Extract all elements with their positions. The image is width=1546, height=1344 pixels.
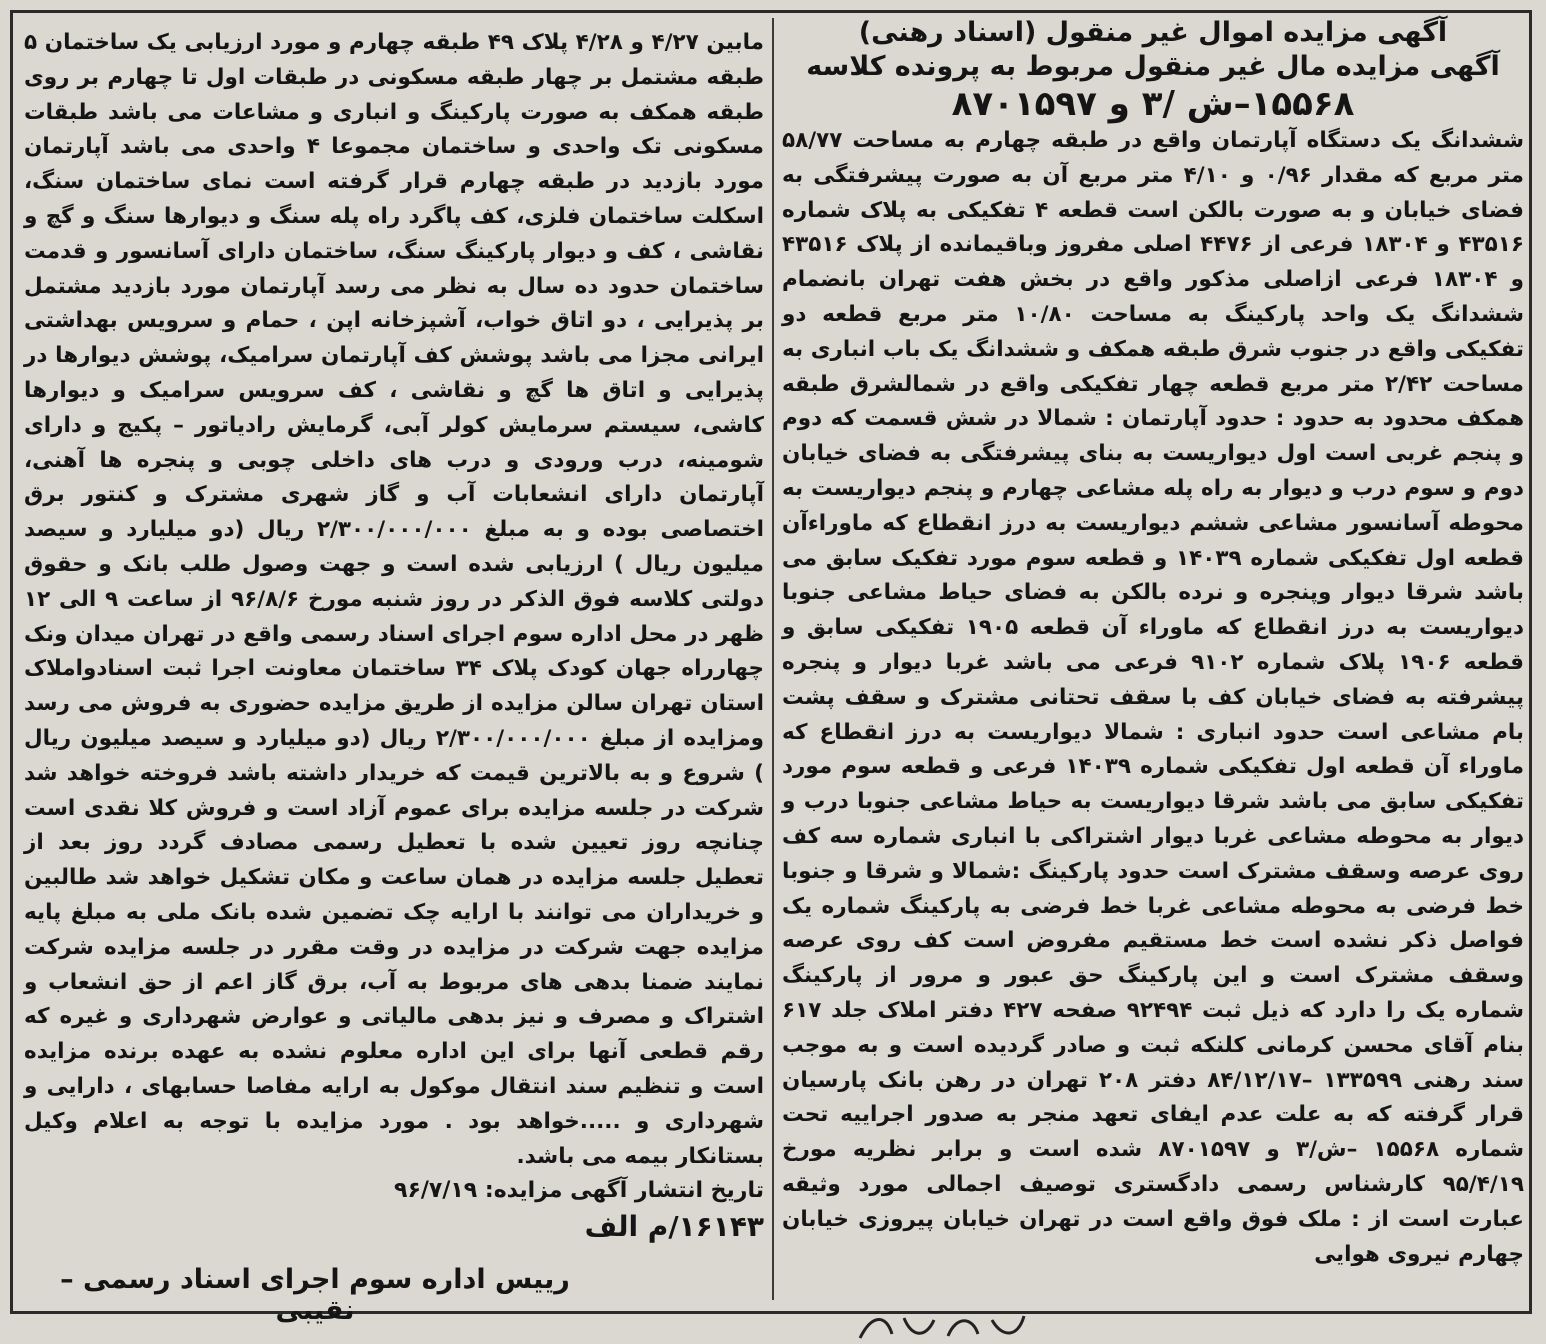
auction-terms-text: مابین ۴/۲۷ و ۴/۲۸ پلاک ۴۹ طبقه چهارم و مورد ارزیابی یک ساختمان ۵ طبقه مشتمل بر چهار طبقه مسکونی در طبقات اول تا چهارم بر روی طبقه همکف به صورت پارکینگ و انباری و مشاعات می باشد طبقات مسکونی تک واحدی و ساختمان مجموعا ۴ واحدی می باشد آپارتمان مورد بازدید در طبقه چهارم قرار گرفته است نمای ساختمان سنگ، اسکلت ساختمان فلزی، کف پاگرد راه پله سنگ و دیوارها سنگ و گچ و نقاشی ، کف و دیوار پارکینگ سنگ، ساختمان دارای آسانسور و قدمت ساختمان حدود ده سال به نظر می رسد آپارتمان مورد بازدید مشتمل بر پذیرایی ، دو اتاق خواب، آشپزخانه اپن ، حمام و سرویس بهداشتی ایرانی مجزا می باشد پوشش کف آپارتمان سرامیک، پوشش دیوارها در پذیرایی و اتاق ها گچ و نقاشی ، کف سرویس سرامیک و دیوارها کاشی، سیستم سرمایش کولر آبی، گرمایش رادیاتور – پکیج و دارای شومینه، درب ورودی و درب های داخلی چوبی و پنجره ها آهنی، آپارتمان دارای انشعابات آب و گاز شهری مشترک و کنتور برق اختصاصی بوده و به مبلغ ۲/۳۰۰/۰۰۰/۰۰۰ ریال (دو میلیارد و سیصد میلیون ریال ) ارزیابی شده است و جهت وصول طلب بانک و حقوق دولتی کلاسه فوق الذکر در روز شنبه مورخ ۹۶/۸/۶ از ساعت ۹ الی ۱۲ ظهر در محل اداره سوم اجرای اسناد رسمی واقع در تهران میدان ونک چهارراه جهان کودک پلاک ۳۴ ساختمان معاونت اجرا ثبت اسنادواملاک استان تهران سالن مزایده از طریق مزایده حضوری به فروش می رسد ومزایده از مبلغ ۲/۳۰۰/۰۰۰/۰۰۰ ریال (دو میلیارد و سیصد میلیون ریال ) شروع و به بالاترین قیمت که خریدار داشته باشد فروخته خواهد شد شرکت در جلسه مزایده برای عموم آزاد است و فروش کلا نقدی است چنانچه روز تعیین شده با تعطیل رسمی مصادف گردد روز بعد از تعطیل جلسه مزایده در همان ساعت و مکان تشکیل خواهد شد طالبین و خریداران می توانند با ارایه چک تضمین شده بانک ملی به مبلغ پایه مزایده جهت شرکت در مزایده در وقت مقرر در جلسه مزایده شرکت نمایند ضمنا بدهی های مربوط به آب، برق گاز اعم از حق انشعاب و اشتراک و مصرف و نیز بدهی مالیاتی و عوارض شهرداری و غیره که رقم قطعی آنها برای این اداره معلوم نشده به عهده برنده مزایده است و تنظیم سند انتقال موکول به ارایه مفاصا حسابهای ، دارایی و شهرداری و .....خواهد بود . مورد مزایده با توجه به اعلام وکیل بستانکار بیمه می باشد. bbox=[24, 30, 764, 1169]
notice-title-1: آگهی مزایده اموال غیر منقول (اسناد رهنی) bbox=[858, 17, 1448, 48]
publish-date: تاریخ انتشار آگهی مزایده: ۹۶/۷/۱۹ bbox=[394, 1178, 764, 1204]
right-column bbox=[782, 16, 1524, 1272]
signature-line: رییس اداره سوم اجرای اسناد رسمی – نقیبی bbox=[60, 1264, 570, 1326]
column-divider bbox=[772, 18, 774, 1300]
property-description-text: ششدانگ یک دستگاه آپارتمان واقع در طبقه چهارم به مساحت ۵۸/۷۷ متر مربع که مقدار ۰/۹۶ و ۴/۱۰ متر مربع آن به صورت پیشرفتگی به فضای خیابان و به صورت بالکن است قطعه ۴ تفکیکی به پلاک شماره ۴۳۵۱۶ و ۱۸۳۰۴ فرعی از ۴۴۷۶ اصلی مفروز وباقیمانده از پلاک ۴۳۵۱۶ و ۱۸۳۰۴ فرعی ازاصلی مذکور واقع در بخش هفت تهران بانضمام ششدانگ یک واحد پارکینگ به مساحت ۱۰/۸۰ متر مربع قطعه دو تفکیکی واقع در جنوب شرق طبقه همکف و ششدانگ یک باب انباری به مساحت ۲/۴۲ متر مربع قطعه چهار تفکیکی واقع در شمالشرق طبقه همکف محدود به حدود : حدود آپارتمان : شمالا در شش قسمت که دوم و پنجم غربی است اول دیواریست به بنای پیشرفتگی به فضای خیابان دوم و سوم درب و دیوار به راه پله مشاعی چهارم و پنجم دیواریست به محوطه آسانسور مشاعی ششم دیواریست به درز انقطاع که ماوراءآن قطعه اول تفکیکی شماره ۱۴۰۳۹ و قطعه سوم مورد تفکیک سابق می باشد شرقا دیوار وپنجره و نرده بالکن به فضای حیاط مشاعی جنوبا دیواریست به درز انقطاع که ماوراء آن قطعه ۱۹۰۵ تفکیکی سابق و قطعه ۱۹۰۶ پلاک شماره ۹۱۰۲ فرعی می باشد غربا دیوار و پنجره پیشرفته به فضای خیابان کف با سقف تحتانی مشترک و سقف پشت بام مشاعی است حدود انباری : شمالا دیواریست به درز انقطاع که ماوراء آن قطعه اول تفکیکی شماره ۱۴۰۳۹ فرعی و قطعه سوم مورد تفکیکی سابق می باشد شرقا دیواریست به حیاط مشاعی جنوبا درب و دیوار به محوطه مشاعی غربا دیوار اشتراکی با انباری شماره سه کف روی عرصه وسقف مشترک است حدود پارکینگ :شمالا و شرقا و جنوبا خط فرضی به محوطه مشاعی غربا خط فرضی به پارکینگ شماره یک فواصل ذکر نشده است خط مستقیم مفروض است کف روی عرصه وسقف مشترک است و این پارکینگ حق عبور و مرور از پارکینگ شماره یک را دارد که ذیل ثبت ۹۲۴۹۴ صفحه ۴۲۷ دفتر املاک جلد ۶۱۷ بنام آقای محسن کرمانی کلنکه ثبت و صادر گردیده است و به موجب سند رهنی ۱۳۳۵۹۹ –۸۴/۱۲/۱۷ دفتر ۲۰۸ تهران در رهن بانک پارسیان قرار گرفته که به علت عدم ایفای تعهد منجر به صدور اجراییه تحت شماره ۱۵۵۶۸ –ش/۳ و ۸۷۰۱۵۹۷ شده است و برابر نظریه مورخ ۹۵/۴/۱۹ کارشناس رسمی دادگستری توصیف اجمالی مورد وثیقه عبارت است از : ملک فوق واقع است در تهران خیابان پیروزی خیابان چهارم نیروی هوایی bbox=[782, 128, 1525, 1267]
notice-title-2: آگهی مزایده مال غیر منقول مربوط به پرونده کلاسه bbox=[806, 51, 1500, 82]
handwritten-mark-icon bbox=[852, 1308, 1032, 1344]
case-number-title: ۱۵۵۶۸–ش /۳ و ۸۷۰۱۵۹۷ bbox=[951, 84, 1355, 124]
reference-number: ۱۶۱۴۳/م الف bbox=[584, 1210, 764, 1244]
left-column bbox=[24, 26, 764, 1245]
